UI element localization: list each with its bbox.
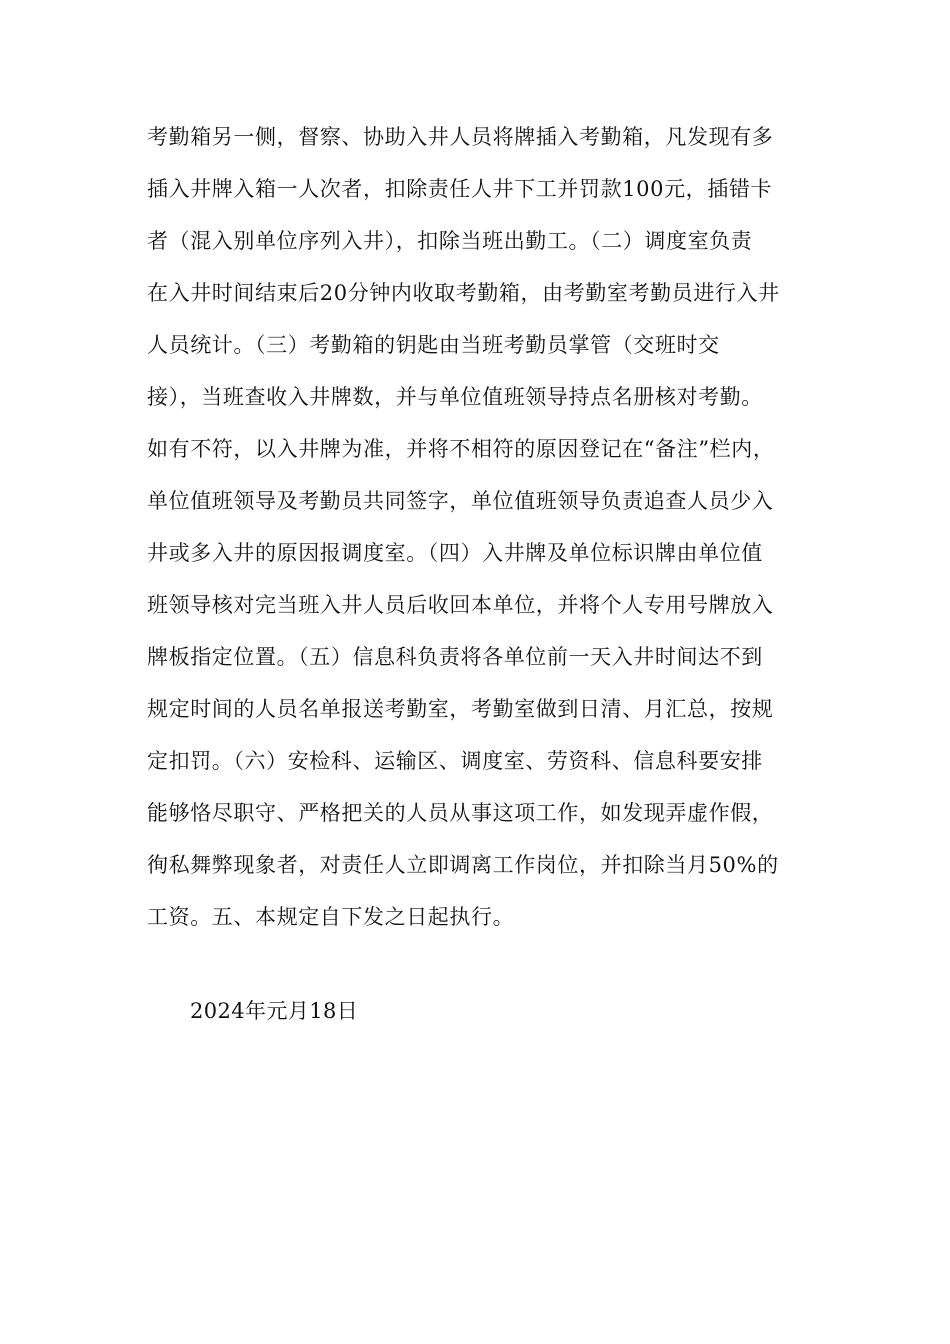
paragraph-line: 徇私舞弊现象者，对责任人立即调离工作岗位，并扣除当月50%的 xyxy=(147,853,779,877)
paragraph-line: 规定时间的人员名单报送考勤室，考勤室做到日清、月汇总，按规 xyxy=(147,697,774,721)
paragraph-line: 接），当班查收入井牌数，并与单位值班领导持点名册核对考勤。 xyxy=(147,385,763,409)
document-date: 2024年元月18日 xyxy=(190,999,359,1023)
paragraph-line: 单位值班领导及考勤员共同签字，单位值班领导负责追查人员少入 xyxy=(147,489,774,513)
paragraph-line: 人员统计。（三）考勤箱的钥匙由当班考勤员掌管（交班时交 xyxy=(147,333,720,357)
paragraph-line: 定扣罚。（六）安检科、运输区、调度室、劳资科、信息科要安排 xyxy=(147,749,763,773)
paragraph-line: 在入井时间结束后20分钟内收取考勤箱，由考勤室考勤员进行入井 xyxy=(147,281,780,305)
body-paragraph xyxy=(147,118,807,950)
paragraph-line: 如有不符，以入井牌为准，并将不相符的原因登记在“备注”栏内， xyxy=(147,437,775,461)
paragraph-line: 班领导核对完当班入井人员后收回本单位，并将个人专用号牌放入 xyxy=(147,593,774,617)
paragraph-line: 者（混入别单位序列入井），扣除当班出勤工。（二）调度室负责 xyxy=(147,229,753,253)
paragraph-line: 插入井牌入箱一人次者，扣除责任人井下工并罚款100元，插错卡 xyxy=(147,177,773,201)
paragraph-line: 牌板指定位置。（五）信息科负责将各单位前一天入井时间达不到 xyxy=(147,645,763,669)
paragraph-line: 工资。五、本规定自下发之日起执行。 xyxy=(147,905,515,929)
paragraph-line: 井或多入井的原因报调度室。（四）入井牌及单位标识牌由单位值 xyxy=(147,541,763,565)
paragraph-line: 考勤箱另一侧，督察、协助入井人员将牌插入考勤箱，凡发现有多 xyxy=(147,125,774,149)
paragraph-line: 能够恪尽职守、严格把关的人员从事这项工作，如发现弄虚作假， xyxy=(147,801,774,825)
